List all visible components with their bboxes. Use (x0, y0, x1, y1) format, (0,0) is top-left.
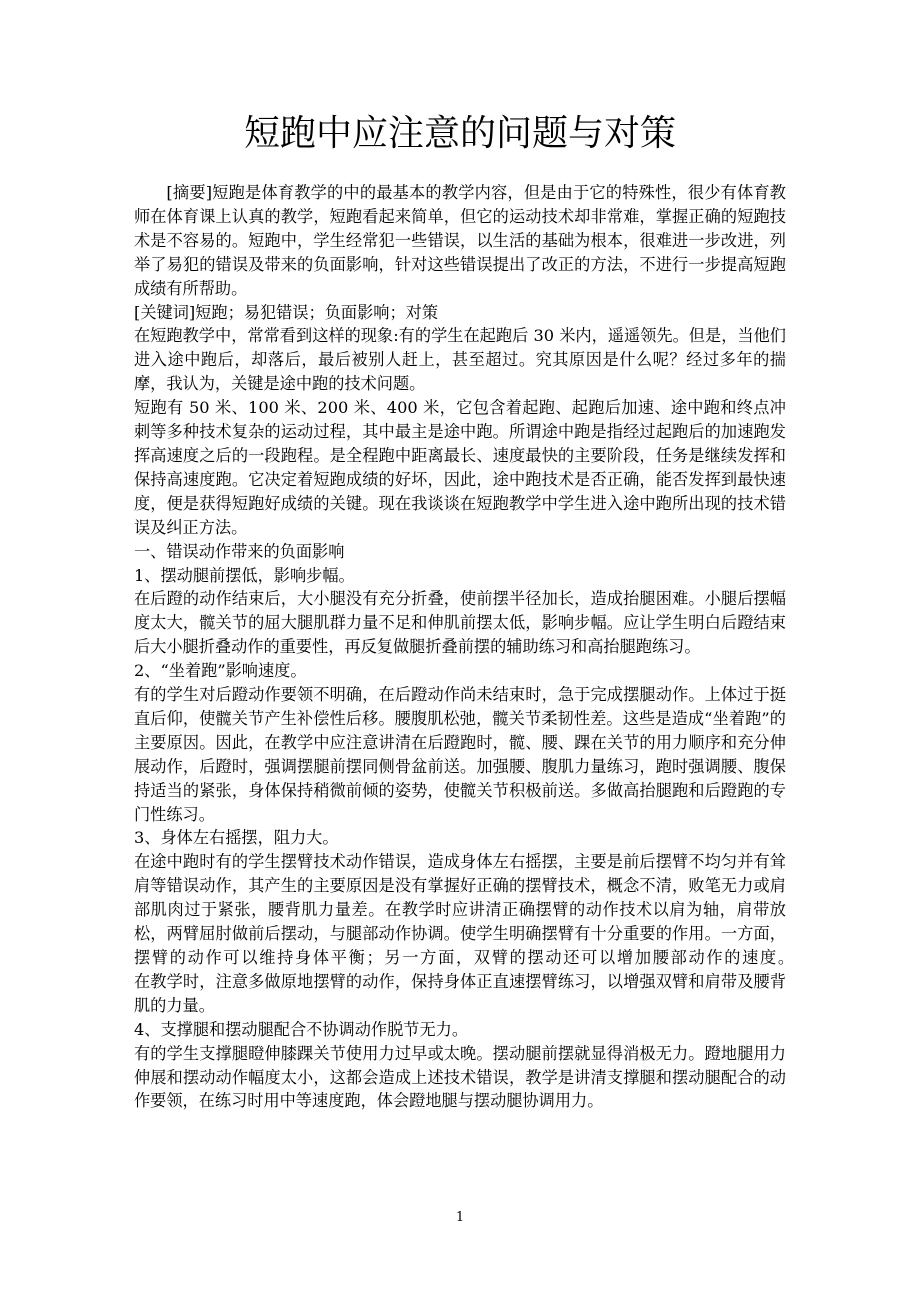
document-title: 短跑中应注意的问题与对策 (243, 113, 676, 154)
page-number: 1 (455, 1210, 465, 1225)
body-paragraph: 有的学生对后蹬动作要领不明确，在后蹬动作尚未结束时，急于完成摆腿动作。上体过于挺直后仰，使髋关节产生补偿性后移。腰腹肌松弛，髋关节柔韧性差。这些是造成“坐着跑”的主要原因。因此，在教学中应注意讲清在后蹬跑时，髋、腰、踝在关节的用力顺序和充分伸展动作，后蹬时，强调摆腿前摆同侧骨盆前送。加强腰、腹肌力量练习，跑时强调腰、腹保持适当的紧张，身体保持稍微前倾的姿势，使髋关节积极前送。多做高抬腿跑和后蹬跑的专门性练习。 (134, 685, 786, 824)
abstract-paragraph: [摘要]短跑是体育教学的中的最基本的教学内容，但是由于它的特殊性，很少有体育教师在体育课上认真的教学，短跑看起来简单，但它的运动技术却非常难，掌握正确的短跑技术是不容易的。短跑中，学生经常犯一些错误，以生活的基础为根本，很难进一步改进，列举了易犯的错误及带来的负面影响，针对这些错误提出了改正的方法，不进行一步提高短跑成绩有所帮助。 (134, 183, 786, 298)
intro-paragraph: 在短跑教学中，常常看到这样的现象:有的学生在起跑后 30 米内，遥遥领先。但是，当他们进入途中跑后，却落后，最后被别人赶上，甚至超过。究其原因是什么呢？经过多年的揣摩，我认为，关键是途中跑的技术问题。 (134, 326, 786, 394)
body-paragraph: 在后蹬的动作结束后，大小腿没有充分折叠，使前摆半径加长，造成抬腿困难。小腿后摆幅度太大，髋关节的屈大腿肌群力量不足和伸肌前摆太低，影响步幅。应让学生明白后蹬结束后大小腿折叠动作的重要性，再反复做腿折叠前摆的辅助练习和高抬腿跑练习。 (134, 589, 786, 657)
subsection-heading: 3、身体左右摇摆，阻力大。 (134, 828, 339, 848)
keywords-paragraph: [关键词]短跑；易犯错误；负面影响；对策 (134, 302, 439, 322)
body-paragraph: 在途中跑时有的学生摆臂技术动作错误，造成身体左右摇摆，主要是前后摆臂不均匀并有耸肩等错误动作，其产生的主要原因是没有掌握好正确的摆臂技术，概念不清，败笔无力或肩部肌肉过于紧张，腰背肌力量差。在教学时应讲清正确摆臂的动作技术以肩为轴，肩带放松，两臂屈肘做前后摆动，与腿部动作协调。使学生明确摆臂有十分重要的作用。一方面，摆臂的动作可以维持身体平衡；另一方面，双臂的摆动还可以增加腰部动作的速度。 在教学时，注意多做原地摆臂的动作，保持身体正直速摆臂练习，以增强双臂和肩带及腰背肌的力量。 (134, 852, 835, 1015)
section-heading: 一、错误动作带来的负面影响 (134, 541, 345, 561)
subsection-heading: 1、摆动腿前摆低，影响步幅。 (134, 565, 355, 585)
document-body (134, 181, 835, 1113)
subsection-heading: 4、支撑腿和摆动腿配合不协调动作脱节无力。 (134, 1019, 469, 1039)
body-paragraph: 有的学生支撑腿瞪伸膝踝关节使用力过早或太晚。摆动腿前摆就显得消极无力。蹬地腿用力伸展和摆动动作幅度太小，这都会造成上述技术错误，教学是讲清支撑腿和摆动腿配合的动作要领，在练习时用中等速度跑，体会蹬地腿与摆动腿协调用力。 (134, 1043, 786, 1111)
subsection-heading: 2、“坐着跑”影响速度。 (134, 661, 307, 681)
body-paragraph: 短跑有 50 米、100 米、200 米、400 米，它包含着起跑、起跑后加速、途中跑和终点冲刺等多种技术复杂的运动过程，其中最主是途中跑。所谓途中跑是指经过起跑后的加速跑发挥高速度之后的一段跑程。是全程跑中距离最长、速度最快的主要阶段，任务是继续发挥和保持高速度跑。它决定着短跑成绩的好坏，因此，途中跑技术是否正确，能否发挥到最快速度，便是获得短跑好成绩的关键。现在我谈谈在短跑教学中学生进入途中跑所出现的技术错误及纠正方法。 (134, 398, 786, 537)
